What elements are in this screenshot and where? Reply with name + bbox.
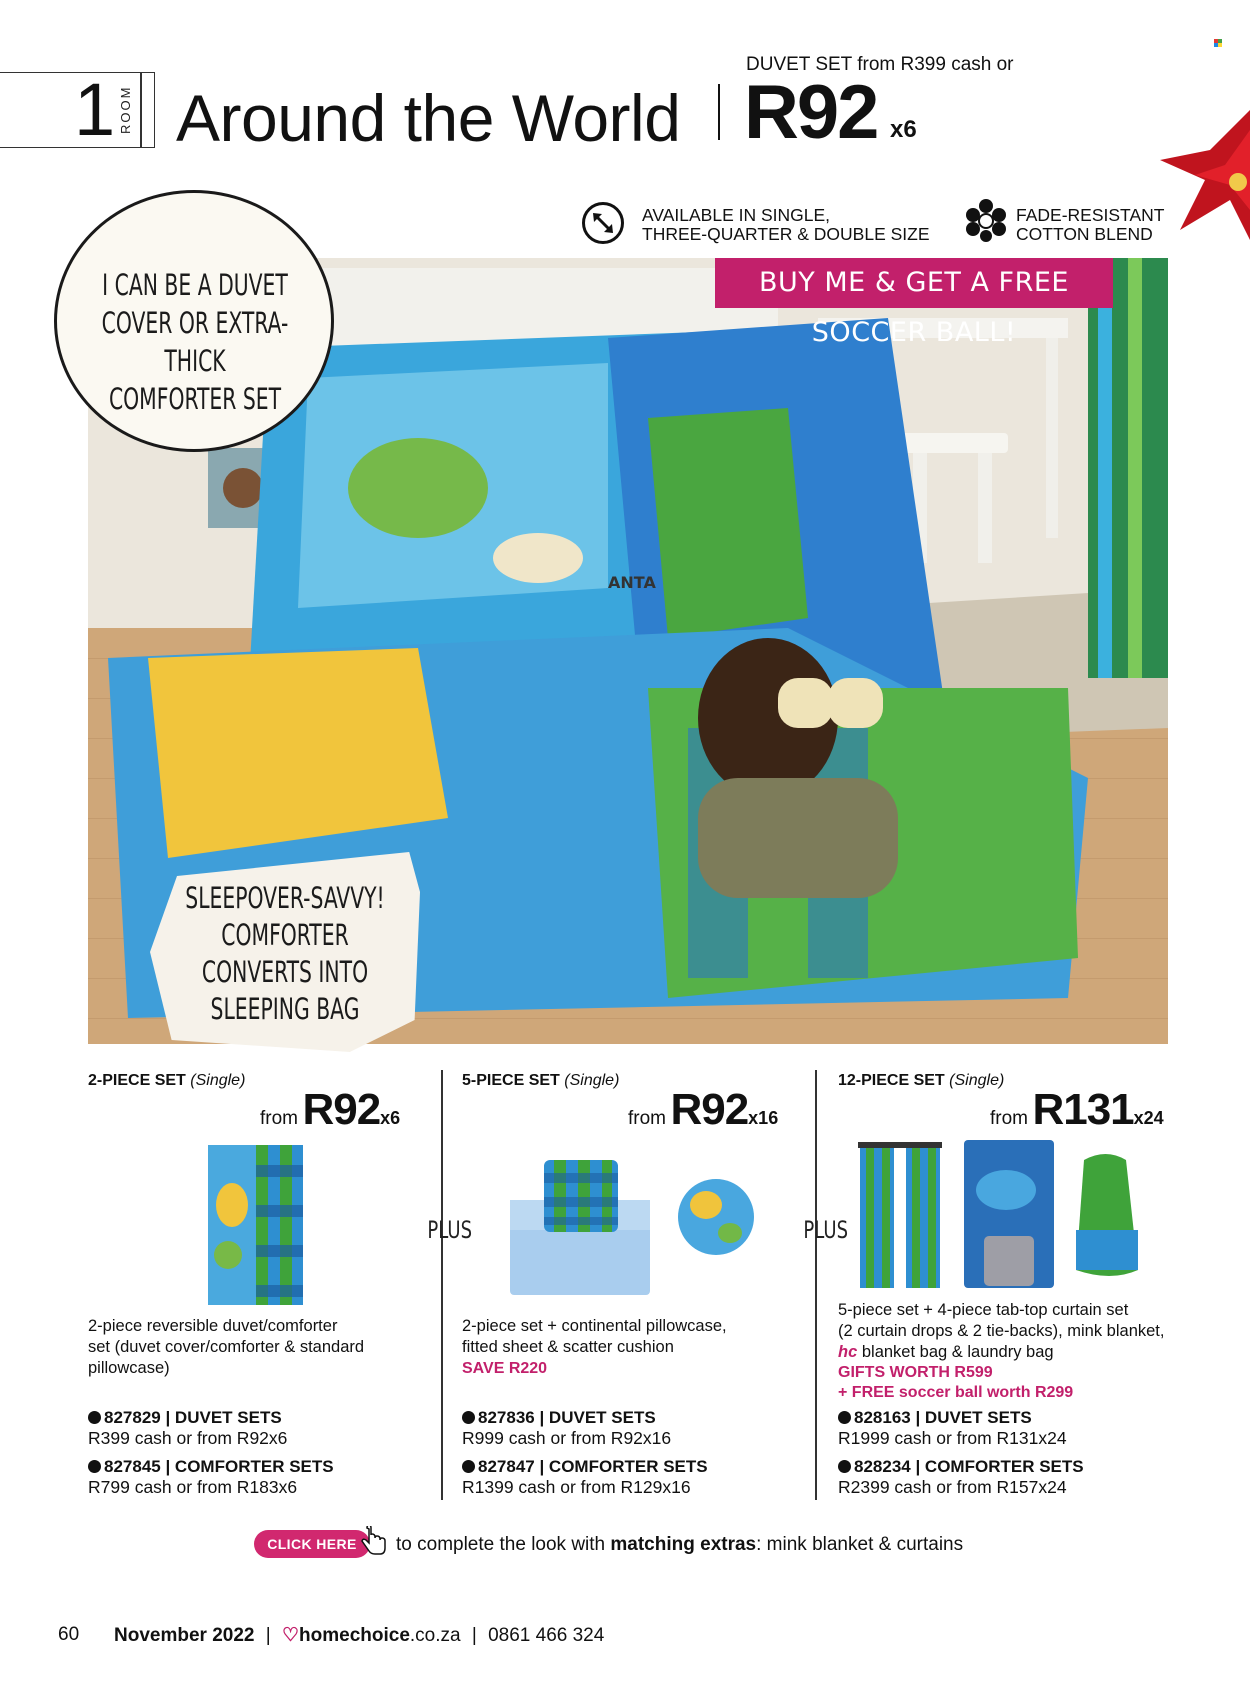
product-3-comforter-code: 828234 | COMFORTER SETS <box>838 1457 1084 1477</box>
room-number: 1 <box>74 68 116 151</box>
product-2-price: R92 <box>670 1085 749 1134</box>
product-2-desc-line: fitted sheet & scatter cushion <box>462 1338 674 1356</box>
pointer-hand-icon <box>360 1526 388 1558</box>
column-divider <box>815 1070 817 1500</box>
product-3-free-ball: + FREE soccer ball worth R299 <box>838 1384 1074 1401</box>
header-duvet-from: DUVET SET from R399 cash or <box>746 54 1014 75</box>
catalog-code-icon <box>838 1460 851 1473</box>
circle-note-text <box>94 266 295 418</box>
fabric-dots-icon <box>964 198 1008 242</box>
footer-info: November 2022 | ♡homechoice.co.za | 0861 466 324 <box>114 1625 605 1646</box>
footer-date: November 2022 <box>114 1625 255 1646</box>
cta-bold: matching extras <box>610 1534 757 1555</box>
product-1-price-multiplier: x6 <box>380 1108 401 1128</box>
product-2-duvet-code: 827836 | DUVET SETS <box>462 1408 708 1428</box>
product-3-set-image <box>856 1140 1156 1305</box>
product-2-price-block <box>628 1086 778 1134</box>
product-3-heading: 12-PIECE SET (Single) <box>838 1072 1005 1089</box>
product-1-duvet-image <box>208 1145 303 1305</box>
from-label: from <box>260 1108 298 1129</box>
circle-note-line: COMFORTER SET <box>108 382 282 416</box>
resize-arrow-icon <box>582 202 624 244</box>
plus-label: PLUS <box>427 1216 473 1244</box>
product-1-price: R92 <box>302 1085 381 1134</box>
product-3-price-multiplier: x24 <box>1133 1108 1164 1128</box>
product-2-price-multiplier: x16 <box>748 1108 779 1128</box>
catalog-code-icon <box>462 1460 475 1473</box>
brush-note-line: SLEEPOVER-SAVVY! <box>185 881 385 915</box>
product-2-comforter-price: R1399 cash or from R129x16 <box>462 1477 691 1497</box>
product-1-duvet-price: R399 cash or from R92x6 <box>88 1428 288 1448</box>
feature-fabric-line1: FADE-RESISTANT <box>1016 205 1165 225</box>
product-1-comforter-price: R799 cash or from R183x6 <box>88 1477 298 1497</box>
product-3-price: R131 <box>1032 1085 1134 1134</box>
product-2-comforter-code: 827847 | COMFORTER SETS <box>462 1457 708 1477</box>
brush-note-line: SLEEPING BAG <box>210 992 360 1026</box>
page-number: 60 <box>58 1624 80 1645</box>
product-1-comforter-code: 827845 | COMFORTER SETS <box>88 1457 334 1477</box>
footer-phone: 0861 466 324 <box>488 1625 605 1646</box>
corner-mark-icon <box>1214 34 1222 42</box>
product-1-duvet-code: 827829 | DUVET SETS <box>88 1408 334 1428</box>
heart-logo-icon: ♡ <box>281 1625 300 1646</box>
footer-domain[interactable]: .co.za <box>409 1625 461 1646</box>
click-here-button[interactable]: CLICK HERE <box>254 1530 370 1558</box>
feature-fabric-line2: COTTON BLEND <box>1016 224 1153 244</box>
product-1-price-block <box>260 1086 400 1134</box>
feature-size-line1: AVAILABLE IN SINGLE, <box>642 205 831 225</box>
product-3-duvet-code: 828163 | DUVET SETS <box>838 1408 1084 1428</box>
product-1-desc-line: 2-piece reversible duvet/comforter <box>88 1317 338 1335</box>
product-2-duvet-price: R999 cash or from R92x16 <box>462 1428 672 1448</box>
product-1-desc-line: pillowcase) <box>88 1359 170 1377</box>
product-1-heading: 2-PIECE SET (Single) <box>88 1072 246 1089</box>
red-flower-decoration <box>1150 90 1250 260</box>
product-2-desc-line: 2-piece set + continental pillowcase, <box>462 1317 727 1335</box>
header-price: R92 <box>744 70 878 155</box>
product-3-price-block <box>990 1086 1164 1134</box>
product-2-set-image <box>508 1155 758 1300</box>
catalog-code-icon <box>462 1411 475 1424</box>
cta-text: to complete the look with matching extras: mink blanket & curtains <box>396 1534 964 1555</box>
plus-label: PLUS <box>803 1216 849 1244</box>
column-divider <box>441 1070 443 1500</box>
product-3-desc-line: 5-piece set + 4-piece tab-top curtain set <box>838 1301 1129 1319</box>
header-price-multiplier: x6 <box>890 116 917 143</box>
brush-note-text <box>180 880 391 1028</box>
catalog-code-icon <box>88 1460 101 1473</box>
brush-note-line: COMFORTER <box>221 918 349 952</box>
title-separator <box>718 84 720 140</box>
page-title: Around the World <box>176 81 681 155</box>
from-label: from <box>628 1108 666 1129</box>
product-2-heading: 5-PIECE SET (Single) <box>462 1072 620 1089</box>
room-word: ROOM <box>118 85 133 135</box>
catalog-code-icon <box>838 1411 851 1424</box>
brush-note-line: CONVERTS INTO <box>201 955 369 989</box>
circle-note-line: COVER OR EXTRA-THICK <box>101 306 289 378</box>
product-1-desc-line: set (duvet cover/comforter & standard <box>88 1338 365 1356</box>
product-3-desc-line: hc blanket bag & laundry bag <box>838 1343 1054 1361</box>
map-label-anta: ANTA <box>608 573 656 592</box>
product-3-comforter-price: R2399 cash or from R157x24 <box>838 1477 1067 1497</box>
catalog-code-icon <box>88 1411 101 1424</box>
footer-brand[interactable]: homechoice <box>299 1625 410 1646</box>
circle-note-line: I CAN BE A DUVET <box>102 268 288 302</box>
product-3-desc-line: (2 curtain drops & 2 tie-backs), mink blanket, <box>838 1322 1165 1340</box>
product-2-save: SAVE R220 <box>462 1360 548 1377</box>
feature-size-line2: THREE-QUARTER & DOUBLE SIZE <box>642 224 930 244</box>
hc-logo: hc <box>838 1343 858 1361</box>
free-soccer-ball-banner: BUY ME & GET A FREE SOCCER BALL! <box>715 258 1113 308</box>
product-3-gift: GIFTS WORTH R599 <box>838 1364 993 1381</box>
from-label: from <box>990 1108 1028 1129</box>
product-3-duvet-price: R1999 cash or from R131x24 <box>838 1428 1067 1448</box>
